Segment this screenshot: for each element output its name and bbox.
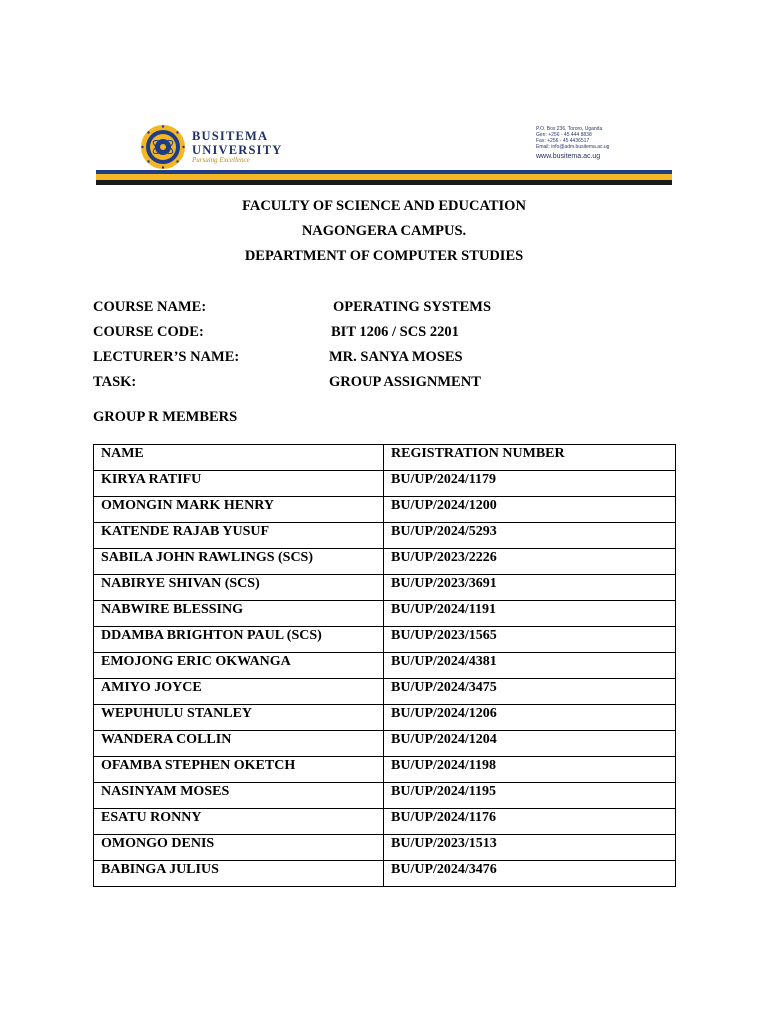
- university-logo: [140, 124, 283, 170]
- member-name: NABWIRE BLESSING: [94, 601, 384, 627]
- member-reg-number: BU/UP/2024/3475: [384, 679, 676, 705]
- contact-email: Email: info@adm.busitema.ac.ug: [536, 144, 610, 150]
- table-row: [94, 549, 676, 575]
- faculty-heading: FACULTY OF SCIENCE AND EDUCATION: [242, 198, 526, 214]
- university-seal-icon: [140, 124, 186, 170]
- member-name: NABIRYE SHIVAN (SCS): [94, 575, 384, 601]
- table-row: [94, 497, 676, 523]
- contact-fax: Fax: +256 - 45 4436517: [536, 138, 590, 144]
- member-name: OMONGIN MARK HENRY: [94, 497, 384, 523]
- group-title: GROUP R MEMBERS: [93, 409, 238, 425]
- letterhead: [96, 118, 672, 188]
- letterhead-stripes: [96, 170, 672, 185]
- member-reg-number: BU/UP/2023/3691: [384, 575, 676, 601]
- contact-address: P.O. Box 236, Tororo, Uganda: [536, 126, 603, 132]
- table-row: [94, 627, 676, 653]
- members-table: [93, 444, 676, 887]
- contact-website: www.busitema.ac.ug: [536, 153, 601, 160]
- table-row: [94, 575, 676, 601]
- contact-phone: Gen: +256 - 45 444 8838: [536, 132, 592, 138]
- table-row: [94, 861, 676, 887]
- member-name: WEPUHULU STANLEY: [94, 705, 384, 731]
- member-name: KATENDE RAJAB YUSUF: [94, 523, 384, 549]
- campus-heading: NAGONGERA CAMPUS.: [301, 223, 467, 239]
- department-heading: DEPARTMENT OF COMPUTER STUDIES: [244, 248, 524, 264]
- member-name: NASINYAM MOSES: [94, 783, 384, 809]
- member-reg-number: BU/UP/2024/1179: [384, 471, 676, 497]
- course-code-value: BIT 1206 / SCS 2201: [331, 324, 459, 340]
- member-reg-number: BU/UP/2024/1195: [384, 783, 676, 809]
- table-row: [94, 679, 676, 705]
- table-row: [94, 731, 676, 757]
- member-name: DDAMBA BRIGHTON PAUL (SCS): [94, 627, 384, 653]
- university-motto: Pursuing Excellence: [192, 156, 250, 164]
- lecturer-value: MR. SANYA MOSES: [329, 349, 463, 365]
- member-reg-number: BU/UP/2024/1198: [384, 757, 676, 783]
- stripe-dark: [96, 180, 672, 185]
- member-name: OFAMBA STEPHEN OKETCH: [94, 757, 384, 783]
- table-row: [94, 601, 676, 627]
- university-name-line1: BUSITEMA: [192, 129, 269, 143]
- member-name: OMONGO DENIS: [94, 835, 384, 861]
- member-reg-number: BU/UP/2023/1513: [384, 835, 676, 861]
- member-reg-number: BU/UP/2024/4381: [384, 653, 676, 679]
- table-row: [94, 783, 676, 809]
- contact-block: [536, 126, 609, 160]
- task-value: GROUP ASSIGNMENT: [329, 374, 481, 390]
- member-reg-number: BU/UP/2024/1191: [384, 601, 676, 627]
- table-row: [94, 705, 676, 731]
- member-reg-number: BU/UP/2024/1200: [384, 497, 676, 523]
- table-row: [94, 835, 676, 861]
- table-row: [94, 809, 676, 835]
- table-row: [94, 523, 676, 549]
- table-row: [94, 757, 676, 783]
- member-name: EMOJONG ERIC OKWANGA: [94, 653, 384, 679]
- member-reg-number: BU/UP/2024/1206: [384, 705, 676, 731]
- member-reg-number: BU/UP/2024/5293: [384, 523, 676, 549]
- header-registration-number: REGISTRATION NUMBER: [384, 445, 676, 471]
- table-row: [94, 653, 676, 679]
- member-name: BABINGA JULIUS: [94, 861, 384, 887]
- member-name: SABILA JOHN RAWLINGS (SCS): [94, 549, 384, 575]
- table-row: [94, 471, 676, 497]
- course-name-label: COURSE NAME:: [93, 299, 207, 315]
- member-name: ESATU RONNY: [94, 809, 384, 835]
- member-reg-number: BU/UP/2024/1204: [384, 731, 676, 757]
- table-header-row: [94, 445, 676, 471]
- member-reg-number: BU/UP/2023/2226: [384, 549, 676, 575]
- member-name: AMIYO JOYCE: [94, 679, 384, 705]
- task-label: TASK:: [93, 374, 137, 390]
- member-reg-number: BU/UP/2023/1565: [384, 627, 676, 653]
- header-name: NAME: [94, 445, 384, 471]
- member-name: WANDERA COLLIN: [94, 731, 384, 757]
- lecturer-label: LECTURER’S NAME:: [93, 349, 240, 365]
- course-name-value: OPERATING SYSTEMS: [333, 299, 492, 315]
- course-code-label: COURSE CODE:: [93, 324, 204, 340]
- member-reg-number: BU/UP/2024/3476: [384, 861, 676, 887]
- member-name: KIRYA RATIFU: [94, 471, 384, 497]
- member-reg-number: BU/UP/2024/1176: [384, 809, 676, 835]
- university-name-line2: UNIVERSITY: [192, 142, 283, 157]
